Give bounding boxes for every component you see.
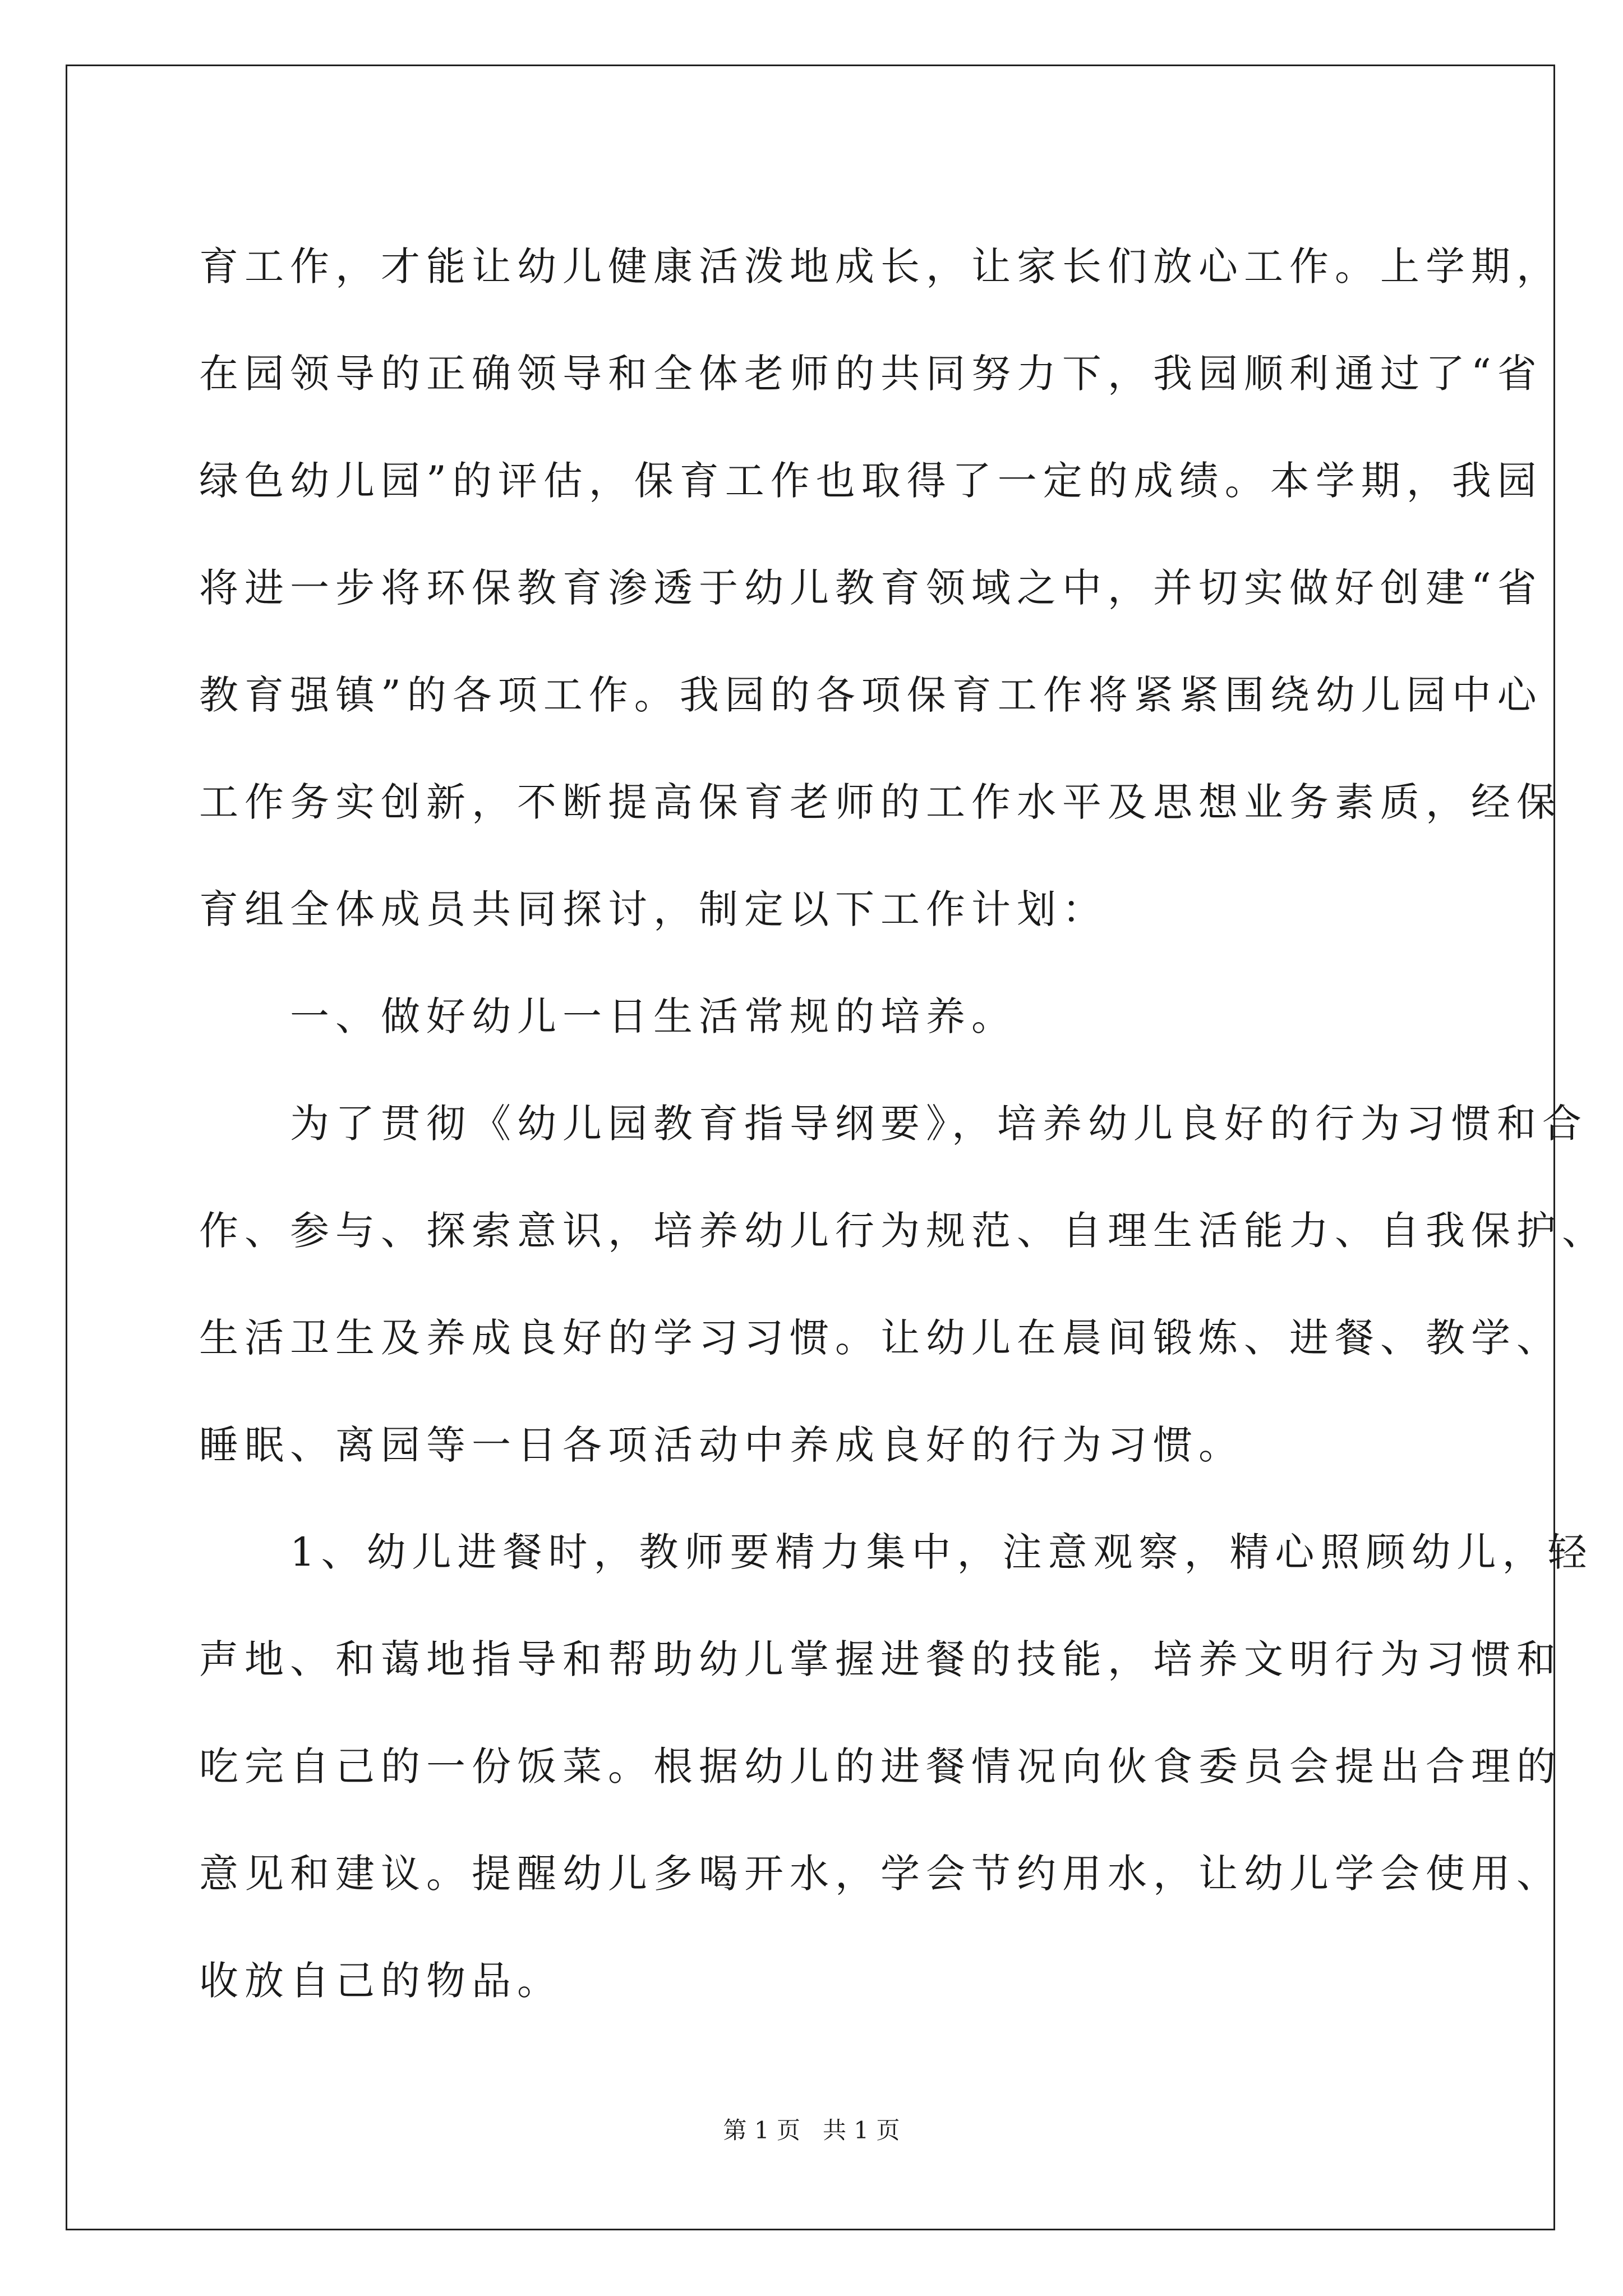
text-line: 生活卫生及养成良好的学习习惯。让幼儿在晨间锻炼、进餐、教学、 bbox=[199, 1315, 1562, 1361]
text-line: 吃完自己的一份饭菜。根据幼儿的进餐情况向伙食委员会提出合理的 bbox=[199, 1743, 1562, 1789]
text-line: 育工作，才能让幼儿健康活泼地成长，让家长们放心工作。上学期， bbox=[199, 243, 1562, 289]
text-line: 睡眠、离园等一日各项活动中养成良好的行为习惯。 bbox=[199, 1422, 1244, 1468]
text-line: 绿色幼儿园”的评估，保育工作也取得了一定的成绩。本学期，我园 bbox=[199, 458, 1543, 504]
text-line: 收放自己的物品。 bbox=[199, 1958, 562, 2004]
text-line: 工作务实创新，不断提高保育老师的工作水平及思想业务素质，经保 bbox=[199, 779, 1562, 825]
text-line: 育组全体成员共同探讨，制定以下工作计划： bbox=[199, 886, 1108, 932]
page-footer: 第 1 页 共 1 页 bbox=[723, 2116, 900, 2144]
text-line: 声地、和蔼地指导和帮助幼儿掌握进餐的技能，培养文明行为习惯和 bbox=[199, 1636, 1562, 1682]
text-line: 意见和建议。提醒幼儿多喝开水，学会节约用水，让幼儿学会使用、 bbox=[199, 1851, 1562, 1897]
text-line: 为了贯彻《幼儿园教育指导纲要》，培养幼儿良好的行为习惯和合 bbox=[199, 1101, 1588, 1147]
text-line: 教育强镇”的各项工作。我园的各项保育工作将紧紧围绕幼儿园中心 bbox=[199, 672, 1543, 718]
section-heading: 一、做好幼儿一日生活常规的培养。 bbox=[199, 993, 1017, 1039]
text-line: 作、参与、探索意识，培养幼儿行为规范、自理生活能力、自我保护、 bbox=[199, 1208, 1607, 1254]
text-line: 1、幼儿进餐时，教师要精力集中，注意观察，精心照顾幼儿，轻 bbox=[199, 1529, 1593, 1575]
document-body bbox=[199, 213, 1607, 2035]
text-line: 在园领导的正确领导和全体老师的共同努力下，我园顺利通过了“省 bbox=[199, 351, 1543, 397]
text-line: 将进一步将环保教育渗透于幼儿教育领域之中，并切实做好创建“省 bbox=[199, 565, 1543, 611]
